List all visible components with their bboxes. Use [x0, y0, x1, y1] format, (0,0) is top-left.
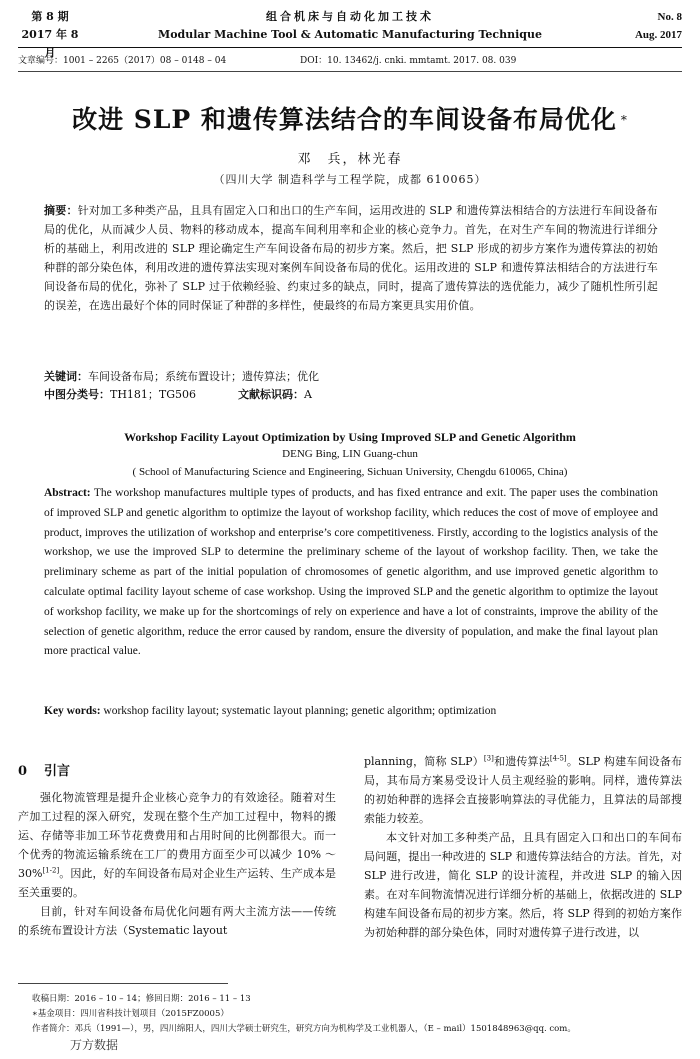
cn-keywords-text: 车间设备布局；系统布置设计；遗传算法；优化 [88, 370, 319, 383]
cn-keywords-label: 关键词： [44, 370, 88, 383]
affiliation: （四川大学 制造科学与工程学院，成都 610065） [213, 173, 487, 186]
journal-name-en: Modular Machine Tool & Automatic Manufacturing Technique [158, 28, 542, 41]
date-cn: 2017 年 8 月 [21, 28, 79, 59]
paragraph-text: planning，简称 SLP） [364, 755, 484, 768]
doi: DOI：10. 13462/j. cnki. mmtamt. 2017. 08. 039 [300, 56, 517, 66]
paragraph-text: 强化物流管理是提升企业核心竞争力的有效途径。随着对生产加工过程的深入研究，发现在整个生产加工过程中，物料的搬运、存储等非加工环节花费费用和占用时间的比例都很大。而一个优秀的物流运输系统在工厂的费用方面至少可以减少 10% ～ 30% [18, 791, 336, 880]
authors: 邓 兵，林光春 [297, 152, 403, 167]
citation: [4-5] [549, 754, 567, 763]
en-abstract [44, 484, 658, 662]
header-rule [18, 47, 682, 48]
journal-name-cn: 组合机床与自动化加工技术 [266, 10, 434, 23]
meta-rule [18, 71, 682, 72]
section-title: 引言 [44, 764, 71, 779]
clc-label: 中图分类号： [44, 388, 110, 401]
paragraph-text: 目前，针对车间设备布局优化问题有两大主流方法——传统的系统布置设计方法（Systematic layout [18, 905, 336, 937]
paragraph-text: 本文针对加工多种类产品，且具有固定入口和出口的车间布局问题，提出一种改进的 SLP 和遗传算法结合的方法。首先，对 SLP 进行改进，简化 SLP 的设计流程，并改进 SLP 的输入因素。在对车间物流情况进行详细分析的基础上，依据改进的 SLP 构建车间设备布局的初步方案。然后，将 SLP 得到的初始方案作为初始种群的部分染色体，同时对遗传算子进行改进，以 [364, 831, 682, 939]
paragraph-text: 。SLP 构建车间设备布局，其布局方案易受设计人员主观经验的影响。同样，遗传算法的初始种群的选择会直接影响算法的寻优能力，且算法的局部搜索能力较差。 [364, 755, 682, 825]
footnote-fund: ∗基金项目：四川省科技计划项目（2015FZ0005） [32, 1009, 229, 1019]
en-abstract-text: The workshop manufactures multiple types of products, and has fixed entrance and exit. The paper uses the combination of improved SLP and genetic algorithm to optimize the layout of workshop facility, which reduces the cost of move of employee and product, improves the utilization of workshop and enterprise’s core competitiveness. Firstly, according to the logistics analysis of the workshop, we use the improved SLP to determine the preliminary scheme of the layout of workshop facility. Then, we take the preliminary scheme as part of the initial population of chromosomes of genetic algorithm, and use improved genetic algorithm to calculate optimal facility layout scheme of case workshop. Using the improved SLP and the genetic algorithm to optimize the layout of workshop facility, we make up for the shortcomings of rely on experience and have a lot of constraints, improve the ability of the selection of genetic algorithm, reduce the error caused by random, ensure the diversity of population, and make the final layout plan more practical value. [44, 487, 658, 658]
en-title: Workshop Facility Layout Optimization by Using Improved SLP and Genetic Algorithm [124, 430, 576, 444]
body-column-left [18, 760, 336, 940]
paper-title [0, 103, 700, 137]
footnote-author: 作者简介：邓兵（1991—），男，四川绵阳人，四川大学硕士研究生，研究方向为机构学及工业机器人，（E – mail）1501848963@qq. com。 [32, 1024, 576, 1034]
clc-value: TH181；TG506 [110, 388, 197, 401]
section-number: 0 [18, 764, 28, 779]
en-affiliation: ( School of Manufacturing Science and Engineering, Sichuan University, Chengdu 610065, China) [132, 466, 568, 478]
issue-en: No. 8 [657, 11, 682, 23]
body-column-right [364, 752, 682, 942]
footnote-received: 收稿日期：2016 – 10 – 14；修回日期：2016 – 11 – 13 [32, 994, 251, 1004]
paragraph [364, 828, 682, 942]
paper-title-text: 改进 SLP 和遗传算法结合的车间设备布局优化 [72, 105, 617, 134]
paragraph [364, 752, 682, 828]
paragraph-text: 。因此，好的车间设备布局对企业生产运转、生产成本是至关重要的。 [18, 867, 336, 899]
doc-code-label: 文献标识码： [238, 388, 305, 401]
cn-abstract-label: 摘要： [44, 204, 78, 217]
paragraph [18, 902, 336, 940]
footnote-rule [18, 983, 228, 984]
issue-cn: 第 8 期 [31, 10, 69, 23]
header-right [635, 8, 682, 44]
watermark: 万方数据 [70, 1038, 119, 1052]
cn-classification [44, 386, 312, 403]
en-abstract-label: Abstract: [44, 487, 91, 499]
date-en: Aug. 2017 [634, 29, 682, 41]
en-keywords [44, 702, 658, 720]
doc-code-value: A [304, 388, 312, 401]
citation: [3] [483, 754, 494, 763]
title-footnote-mark: * [620, 113, 628, 127]
header-center [0, 8, 700, 44]
article-number: 文章编号：1001 – 2265（2017）08 – 0148 – 04 [18, 56, 227, 66]
cn-keywords [44, 368, 319, 385]
en-keywords-text: workshop facility layout; systematic layout planning; genetic algorithm; optimization [103, 705, 497, 717]
en-authors: DENG Bing, LIN Guang-chun [282, 448, 418, 460]
paragraph [18, 788, 336, 902]
citation: [1-2] [42, 866, 60, 875]
cn-abstract [44, 201, 658, 315]
en-keywords-label: Key words: [44, 705, 101, 717]
cn-abstract-text: 针对加工多种类产品，且具有固定入口和出口的生产车间，运用改进的 SLP 和遗传算法相结合的方法进行车间设备布局的优化，从而减少人员、物料的移动成本，提高车间利用率和企业的核心竞争力。首先，在对生产车间的物流进行详细分析的基础上，利用改进的 SLP 理论确定生产车间设备布局的初步方案。然后，把 SLP 形成的初步方案作为遗传算法的初始种群的部分染色体，利用改进的遗传算法实现对案例车间设备布局的优化。运用改进的 SLP 和遗传算法相结合的方法进行车间设备布局的优化，弥补了 SLP 过于依赖经验、约束过多的缺点，同时，提高了遗传算法的选优能力，减少了随机性所引起的误差，在选出最好个体的同时保证了种群的多样性，使最终的布局方案更具实用价值。 [44, 204, 659, 312]
paragraph-text: 和遗传算法 [493, 755, 550, 768]
section-heading [18, 760, 336, 784]
